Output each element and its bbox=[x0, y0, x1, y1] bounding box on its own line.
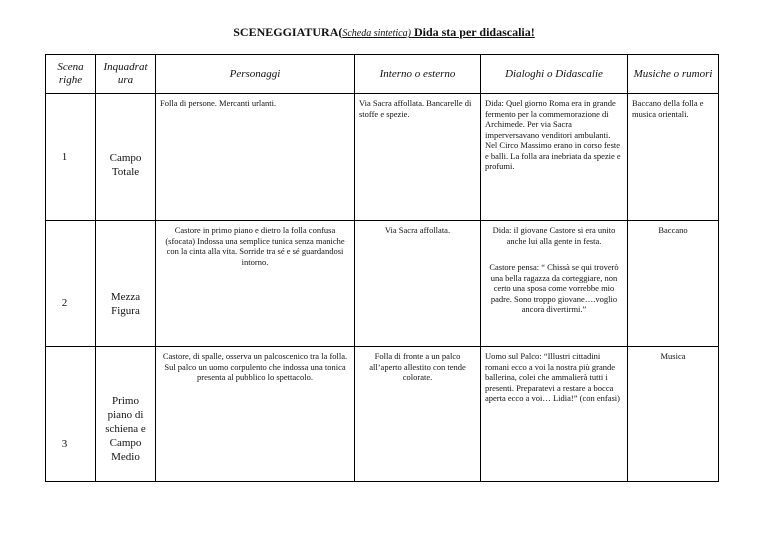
document-title bbox=[0, 25, 768, 41]
shot-type-cell bbox=[96, 347, 156, 482]
header-musiche: Musiche o rumori bbox=[628, 55, 719, 94]
scene-number: 2 bbox=[61, 297, 68, 310]
dialogue-text: Castore pensa: “ Chissà se qui troverò una bella ragazza da corteggiare, non certo una sposa come vorrebbe mio padre. Sono troppo giovane….voglio ancora divertirmi.” bbox=[489, 262, 619, 314]
title-subtitle: Scheda sintetica) bbox=[342, 28, 411, 39]
scene-number: 3 bbox=[61, 437, 68, 450]
setting-cell bbox=[355, 221, 481, 347]
music-cell bbox=[628, 94, 719, 221]
shot-type-cell bbox=[96, 221, 156, 347]
music-text: Musica bbox=[660, 351, 686, 361]
screenplay-table bbox=[45, 54, 719, 482]
characters-text: Folla di persone. Mercanti urlanti. bbox=[160, 98, 277, 108]
shot-type-cell bbox=[96, 94, 156, 221]
scene-number-cell bbox=[46, 347, 96, 482]
dialogue-cell bbox=[481, 221, 628, 347]
shot-type: Campo Totale bbox=[109, 152, 142, 178]
music-cell bbox=[628, 221, 719, 347]
dialogue-text: Dida: il giovane Castore si era unito anche lui alla gente in festa. bbox=[492, 225, 616, 246]
header-interno: Interno o esterno bbox=[355, 55, 481, 94]
scene-number-cell bbox=[46, 94, 96, 221]
scene-number: 1 bbox=[61, 150, 68, 163]
title-main: SCENEGGIATURA( bbox=[233, 25, 343, 39]
characters-text: Castore in primo piano e dietro la folla confusa (sfocata) Indossa una semplice tunica senza maniche con la cinta alla vita. Sorride tra sé e sé guardandosi intorno. bbox=[165, 225, 345, 267]
characters-cell bbox=[156, 221, 355, 347]
characters-cell bbox=[156, 347, 355, 482]
shot-type: Primo piano di schiena e Campo Medio bbox=[105, 395, 146, 463]
characters-text: Castore, di spalle, osserva un palcoscenico tra la folla. Sul palco un uomo corpulento che indossa una tonica presenta al pubblico lo spettacolo. bbox=[162, 351, 348, 382]
table-row bbox=[46, 94, 719, 221]
characters-cell bbox=[156, 94, 355, 221]
header-row bbox=[46, 55, 719, 94]
setting-text: Via Sacra affollata. Bancarelle di stoffe e spezie. bbox=[359, 98, 472, 119]
header-inquadratura: Inquadrat ura bbox=[96, 55, 156, 94]
music-text: Baccano della folla e musica orientali. bbox=[632, 98, 704, 119]
shot-type: Mezza Figura bbox=[110, 290, 141, 317]
scene-number-cell bbox=[46, 221, 96, 347]
setting-cell bbox=[355, 94, 481, 221]
dialogue-cell bbox=[481, 347, 628, 482]
setting-cell bbox=[355, 347, 481, 482]
setting-text: Via Sacra affollata. bbox=[384, 225, 451, 235]
dialogue-text: Uomo sul Palco: “Illustri cittadini romani ecco a voi la nostra più grande ballerina, colei che ammalierà tutti i presenti. Preparatevi a restare a bocca aperta ecco a voi… Lidia!” (con enfasi) bbox=[485, 351, 620, 403]
dialogue-cell bbox=[481, 94, 628, 221]
table-row bbox=[46, 347, 719, 482]
header-dialoghi: Dialoghi o Didascalie bbox=[481, 55, 628, 94]
table-row bbox=[46, 221, 719, 347]
header-scena: Scena righe bbox=[46, 55, 96, 94]
setting-text: Folla di fronte a un palco all’aperto allestito con tende colorate. bbox=[369, 351, 466, 382]
title-note: Dida sta per didascalia! bbox=[410, 25, 535, 39]
header-personaggi: Personaggi bbox=[156, 55, 355, 94]
music-text: Baccano bbox=[658, 225, 688, 235]
music-cell bbox=[628, 347, 719, 482]
dialogue-text: Dida: Quel giorno Roma era in grande fermento per la commemorazione di Archimede. Per via Sacra imperversavano venditori ambulanti. Nel Circo Massimo erano in corso feste e balli. La folla ara inebriata da spezie e profumi. bbox=[485, 98, 621, 171]
